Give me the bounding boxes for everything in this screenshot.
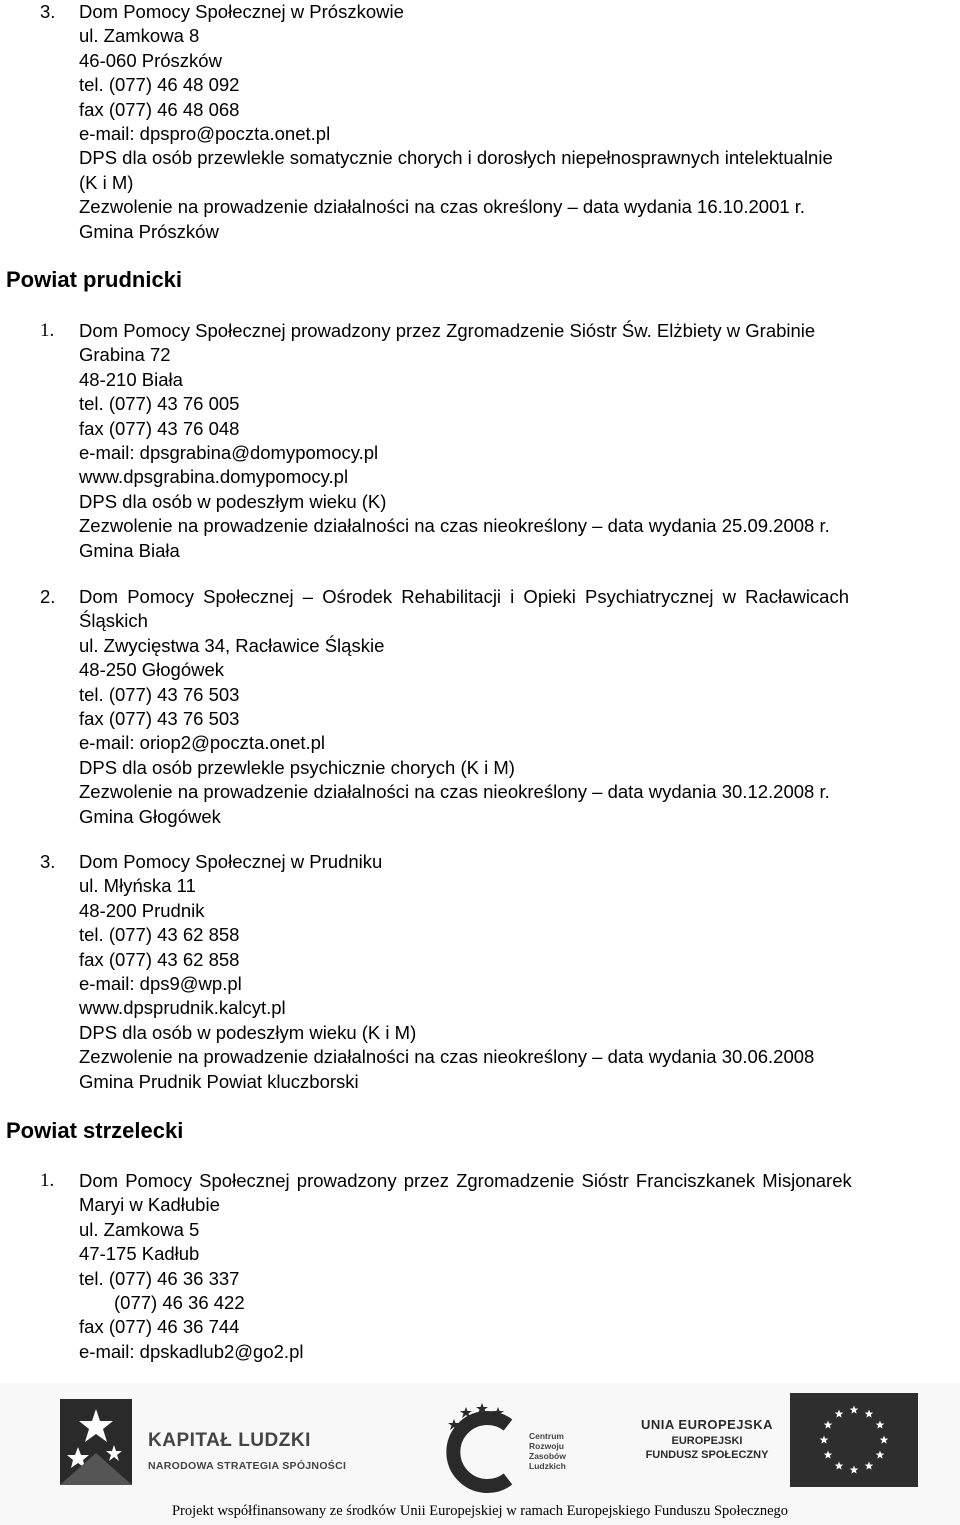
crzl-line: Rozwoju — [529, 1441, 564, 1451]
section-heading-prudnicki: Powiat prudnicki — [6, 267, 183, 292]
entry-permit: Zezwolenie na prowadzenie działalności na czas nieokreślony – data wydania 30.12.2008 r. — [79, 781, 830, 803]
entry-commune: Gmina Biała — [79, 539, 180, 561]
eu-subtitle-1: EUROPEJSKI — [671, 1435, 743, 1447]
entry-title-cont: Śląskich — [79, 610, 148, 632]
entry-website: www.dpsgrabina.domypomocy.pl — [79, 466, 349, 488]
entry-title: Dom Pomocy Społecznej w Prudniku — [79, 851, 383, 872]
entry-address: ul. Zamkowa 8 — [79, 25, 200, 47]
entry-description-cont: (K i M) — [79, 171, 134, 193]
crzl-line: Ludzkich — [529, 1461, 566, 1471]
entry-address: Grabina 72 — [79, 344, 171, 366]
entry-permit: Zezwolenie na prowadzenie działalności na czas nieokreślony – data wydania 25.09.2008 r. — [79, 515, 830, 537]
entry-title: Dom Pomocy Społecznej w Prószkowie — [79, 1, 404, 22]
entry-number: 1. — [40, 1170, 55, 1191]
entry-postcode: 48-200 Prudnik — [79, 899, 205, 921]
entry-grabina — [0, 319, 960, 563]
entry-email: e-mail: dpskadlub2@go2.pl — [79, 1340, 304, 1362]
entry-phone: tel. (077) 43 76 503 — [79, 683, 240, 705]
entry-description: DPS dla osób w podeszłym wieku (K i M) — [79, 1021, 417, 1043]
entry-email: e-mail: oriop2@poczta.onet.pl — [79, 732, 326, 754]
entry-email: e-mail: dps9@wp.pl — [79, 973, 242, 995]
entry-title: Dom Pomocy Społecznej – Ośrodek Rehabilitacji i Opieki Psychiatrycznej w Racławicach — [79, 586, 850, 607]
kapital-ludzki-emblem-icon — [56, 1395, 136, 1489]
entry-proszkow — [0, 0, 960, 244]
entry-email: e-mail: dpspro@poczta.onet.pl — [79, 123, 331, 145]
entry-fax: fax (077) 46 48 068 — [79, 98, 240, 120]
footer-logos — [0, 1383, 960, 1525]
entry-description: DPS dla osób w podeszłym wieku (K) — [79, 490, 387, 512]
entry-email: e-mail: dpsgrabina@domypomocy.pl — [79, 442, 379, 464]
entry-postcode: 47-175 Kadłub — [79, 1243, 200, 1265]
entry-number: 2. — [40, 586, 56, 607]
entry-fax: fax (077) 46 36 744 — [79, 1316, 240, 1338]
entry-address: ul. Zamkowa 5 — [79, 1218, 200, 1240]
eu-subtitle-2: FUNDUSZ SPOŁECZNY — [645, 1449, 769, 1461]
entry-permit: Zezwolenie na prowadzenie działalności na czas określony – data wydania 16.10.2001 r. — [79, 196, 806, 218]
entry-title-cont: Maryi w Kadłubie — [79, 1194, 220, 1216]
entry-raclawice — [0, 585, 960, 829]
entry-phone: tel. (077) 43 76 005 — [79, 393, 240, 415]
entry-title: Dom Pomocy Społecznej prowadzony przez Zgromadzenie Sióstr Św. Elżbiety w Grabinie — [79, 320, 816, 341]
crzl-line: Centrum — [529, 1431, 564, 1441]
entry-postcode: 46-060 Prószków — [79, 49, 222, 71]
entry-address: ul. Zwycięstwa 34, Racławice Śląskie — [79, 634, 385, 656]
entry-number: 1. — [40, 320, 55, 341]
kapital-ludzki-logo — [56, 1395, 378, 1489]
eu-fund-text — [638, 1417, 776, 1477]
crzl-emblem-icon — [446, 1403, 526, 1499]
entry-kadlub — [0, 1169, 960, 1364]
entry-phone: tel. (077) 43 62 858 — [79, 924, 240, 946]
entry-number: 3. — [40, 851, 56, 872]
entry-postcode: 48-210 Biała — [79, 368, 183, 390]
section-heading-strzelecki: Powiat strzelecki — [6, 1118, 184, 1143]
crzl-text — [529, 1431, 566, 1471]
footer-cofinancing-note: Projekt współfinansowany ze środków Unii Europejskiej w ramach Europejskiego Funduszu Społecznego — [171, 1503, 789, 1519]
entry-prudnik — [0, 850, 960, 1094]
entry-commune: Gmina Prószków — [79, 220, 219, 242]
eu-title: UNIA EUROPEJSKA — [641, 1417, 773, 1432]
entry-phone-2: (077) 46 36 422 — [114, 1292, 245, 1314]
entry-fax: fax (077) 43 76 048 — [79, 417, 240, 439]
kapital-ludzki-title: KAPITAŁ LUDZKI — [148, 1430, 311, 1451]
eu-flag-icon — [790, 1393, 918, 1487]
entry-permit: Zezwolenie na prowadzenie działalności na czas nieokreślony – data wydania 30.06.2008 — [79, 1046, 815, 1068]
entry-fax: fax (077) 43 62 858 — [79, 948, 240, 970]
kapital-ludzki-subtitle: NARODOWA STRATEGIA SPÓJNOŚCI — [148, 1460, 347, 1472]
entry-commune: Gmina Głogówek — [79, 805, 221, 827]
entry-postcode: 48-250 Głogówek — [79, 659, 225, 681]
entry-commune: Gmina Prudnik Powiat kluczborski — [79, 1070, 359, 1092]
crzl-logo — [446, 1403, 596, 1499]
entry-fax: fax (077) 43 76 503 — [79, 708, 240, 730]
entry-description: DPS dla osób przewlekle somatycznie chorych i dorosłych niepełnosprawnych intelektualnie — [79, 147, 833, 169]
entry-phone: tel. (077) 46 36 337 — [79, 1267, 240, 1289]
entry-description: DPS dla osób przewlekle psychicznie chorych (K i M) — [79, 756, 515, 778]
entry-website: www.dpsprudnik.kalcyt.pl — [79, 997, 286, 1019]
entry-address: ul. Młyńska 11 — [79, 875, 196, 897]
entry-number: 3. — [40, 1, 56, 22]
entry-phone: tel. (077) 46 48 092 — [79, 74, 240, 96]
crzl-line: Zasobów — [529, 1451, 566, 1461]
entry-title: Dom Pomocy Społecznej prowadzony przez Zgromadzenie Sióstr Franciszkanek Misjonarek — [79, 1170, 852, 1191]
